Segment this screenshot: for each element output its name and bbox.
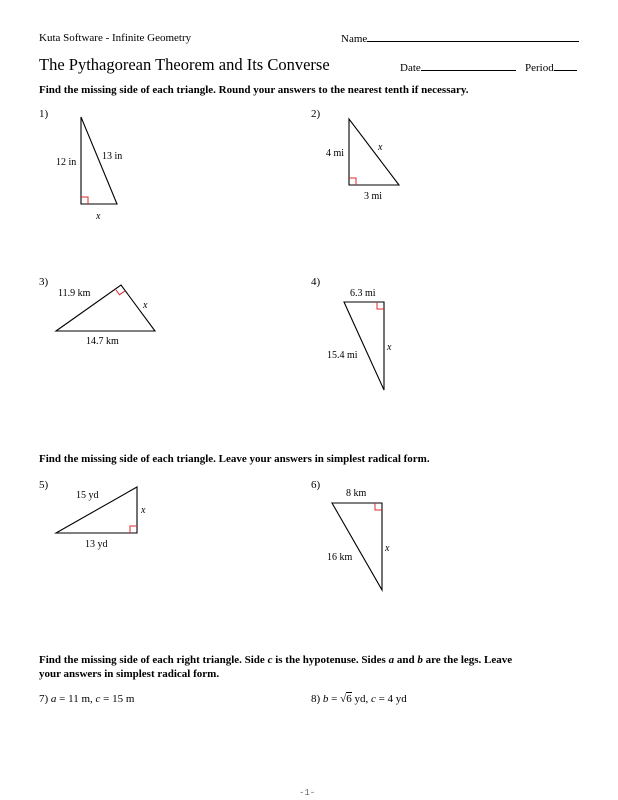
page-title: The Pythagorean Theorem and Its Converse xyxy=(39,55,330,74)
problem-4-number: 4) xyxy=(311,276,321,288)
triangle-2 xyxy=(349,119,399,185)
var-b: b xyxy=(417,654,423,666)
t3-label-leg: 11.9 km xyxy=(58,288,91,299)
problem-8-unit1: yd, xyxy=(351,693,371,705)
t1-label-x: x xyxy=(96,211,101,222)
problem-5-number: 5) xyxy=(39,479,49,491)
t4-label-leg: 6.3 mi xyxy=(350,288,376,299)
t1-label-leg: 12 in xyxy=(56,157,77,168)
problem-8-eq2: = 4 yd xyxy=(375,693,407,705)
t6-label-hyp: 16 km xyxy=(327,552,353,563)
t5-label-x: x xyxy=(141,505,146,516)
publisher-text: Kuta Software - Infinite Geometry xyxy=(39,32,192,44)
problem-1-number: 1) xyxy=(39,108,49,120)
t2-label-x: x xyxy=(378,142,383,153)
right-angle-marker-3 xyxy=(115,289,125,295)
t5-label-hyp: 15 yd xyxy=(76,490,99,501)
t1-label-hyp: 13 in xyxy=(102,151,123,162)
section-3-instruction xyxy=(39,654,512,666)
problem-7-eq2: = 15 m xyxy=(100,693,135,705)
problem-6-number: 6) xyxy=(311,479,321,491)
t3-label-x: x xyxy=(143,300,148,311)
instruction-text: is the hypotenuse. Sides xyxy=(272,654,389,666)
t3-label-hyp: 14.7 km xyxy=(86,336,119,347)
var-a: a xyxy=(50,693,57,705)
problem-7 xyxy=(39,693,134,705)
t5-label-base: 13 yd xyxy=(85,539,108,550)
problem-8-number: 8) xyxy=(311,693,321,705)
right-angle-marker-1 xyxy=(81,197,88,204)
problem-8-eq1: = xyxy=(328,693,341,705)
problem-3-number: 3) xyxy=(39,276,49,288)
right-angle-marker-4 xyxy=(377,302,384,309)
problem-2-number: 2) xyxy=(311,108,321,120)
var-b: b xyxy=(322,693,329,705)
problem-7-number: 7) xyxy=(39,693,49,705)
var-a: a xyxy=(388,654,395,666)
section-3-instruction-line-2: your answers in simplest radical form. xyxy=(39,668,220,680)
problem-8 xyxy=(311,693,407,705)
t2-label-base: 3 mi xyxy=(364,191,383,202)
name-label: Name xyxy=(341,33,368,45)
radicand: 6 xyxy=(346,693,352,705)
section-1-instruction: Find the missing side of each triangle. Round your answers to the nearest tenth if necessary. xyxy=(39,84,469,96)
t4-label-x: x xyxy=(387,342,392,353)
triangle-6 xyxy=(332,503,382,590)
problem-7-eq1: = 11 m, xyxy=(56,693,96,705)
var-c: c xyxy=(267,654,273,666)
instruction-text: are the legs. Leave xyxy=(422,654,513,666)
t6-label-x: x xyxy=(385,543,390,554)
period-label: Period xyxy=(525,62,554,74)
triangle-4 xyxy=(344,302,384,390)
right-angle-marker-2 xyxy=(349,178,356,185)
t2-label-leg: 4 mi xyxy=(326,148,345,159)
instruction-text: Find the missing side of each right triangle. Side xyxy=(39,654,268,666)
date-label: Date xyxy=(400,62,421,74)
page-number: -1- xyxy=(299,788,316,798)
var-c: c xyxy=(370,693,376,705)
t6-label-leg: 8 km xyxy=(346,488,367,499)
var-c: c xyxy=(95,693,101,705)
section-2-instruction: Find the missing side of each triangle. Leave your answers in simplest radical form. xyxy=(39,453,430,465)
instruction-text: and xyxy=(394,654,418,666)
sqrt-symbol: √ xyxy=(340,693,347,705)
right-angle-marker-6 xyxy=(375,503,382,510)
right-angle-marker-5 xyxy=(130,526,137,533)
t4-label-hyp: 15.4 mi xyxy=(327,350,358,361)
